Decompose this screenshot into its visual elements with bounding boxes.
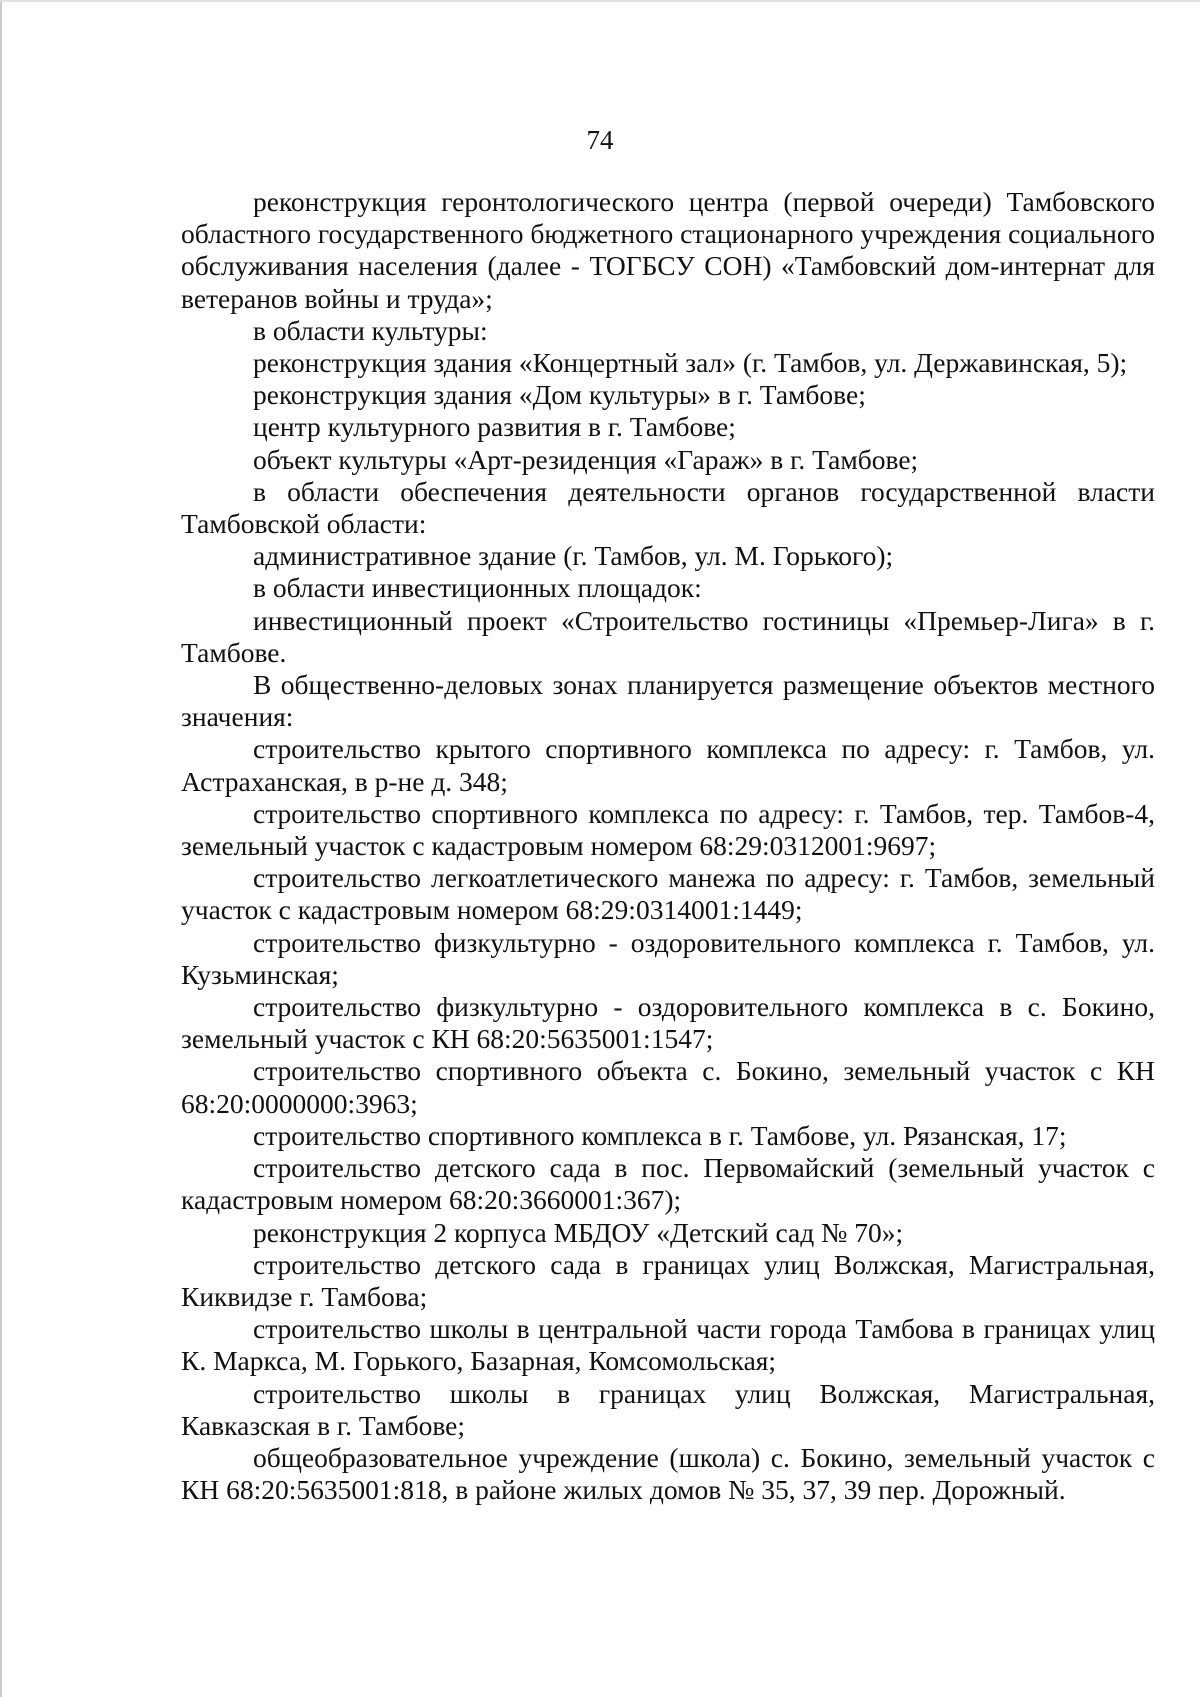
paragraph: строительство школы в границах улиц Волжская, Магистральная, Кавказская в г. Тамбове; xyxy=(181,1377,1155,1441)
paragraph: объект культуры «Арт-резиденция «Гараж» в г. Тамбове; xyxy=(253,443,919,475)
paragraph: центр культурного развития в г. Тамбове; xyxy=(253,411,736,443)
paragraph: строительство спортивного комплекса в г. Тамбове, ул. Рязанская, 17; xyxy=(253,1119,1067,1151)
paragraph: в области культуры: xyxy=(253,314,488,346)
paragraph: реконструкция здания «Концертный зал» (г. Тамбов, ул. Державинская, 5); xyxy=(253,347,1128,379)
paragraph: в области обеспечения деятельности органов государственной власти Тамбовской области: xyxy=(181,475,1155,540)
paragraph: строительство легкоатлетического манежа по адресу: г. Тамбов, земельный участок с кадастровым номером 68:29:0314001:1449; xyxy=(181,862,1155,926)
paragraph: строительство детского сада в границах улиц Волжская, Магистральная, Киквидзе г. Тамбова; xyxy=(181,1248,1155,1312)
paragraph: реконструкция геронтологического центра (первой очереди) Тамбовского областного государственного бюджетного стационарного учреждения социального обслуживания населения (далее - ТОГБСУ СОН) «Тамбовский дом-интернат для ветеранов войны и труда»; xyxy=(181,186,1155,314)
paragraph: строительство физкультурно - оздоровительного комплекса г. Тамбов, ул. Кузьминская; xyxy=(181,926,1155,990)
body-text xyxy=(181,186,1155,1506)
paragraph: в области инвестиционных площадок: xyxy=(253,572,702,604)
paragraph: инвестиционный проект «Строительство гостиницы «Премьер-Лига» в г. Тамбове. xyxy=(181,604,1155,668)
paragraph: административное здание (г. Тамбов, ул. М. Горького); xyxy=(253,540,894,572)
paragraph: строительство спортивного объекта с. Бокино, земельный участок с КН 68:20:0000000:3963; xyxy=(181,1055,1155,1119)
paragraph: реконструкция 2 корпуса МБДОУ «Детский сад № 70»; xyxy=(253,1216,904,1248)
scan-edge-top xyxy=(0,0,1200,2)
page-number: 74 xyxy=(586,125,614,155)
paragraph: строительство детского сада в пос. Первомайский (земельный участок с кадастровым номером 68:20:3660001:367); xyxy=(181,1152,1155,1216)
paragraph: реконструкция здания «Дом культуры» в г. Тамбове; xyxy=(253,379,866,411)
paragraph: строительство физкультурно - оздоровительного комплекса в с. Бокино, земельный участок с КН 68:20:5635001:1547; xyxy=(181,991,1155,1055)
paragraph: строительство спортивного комплекса по адресу: г. Тамбов, тер. Тамбов-4, земельный участок с кадастровым номером 68:29:0312001:9697; xyxy=(181,797,1155,862)
paragraph: строительство школы в центральной части города Тамбова в границах улиц К. Маркса, М. Горького, Базарная, Комсомольская; xyxy=(181,1313,1155,1377)
paragraph: строительство крытого спортивного комплекса по адресу: г. Тамбов, ул. Астраханская, в р-не д. 348; xyxy=(181,733,1155,797)
paragraph: общеобразовательное учреждение (школа) с. Бокино, земельный участок с КН 68:20:5635001:818, в районе жилых домов № 35, 37, 39 пер. Дорожный. xyxy=(181,1441,1155,1506)
paragraph: В общественно-деловых зонах планируется размещение объектов местного значения: xyxy=(181,669,1155,733)
scan-edge-left xyxy=(0,0,2,1697)
